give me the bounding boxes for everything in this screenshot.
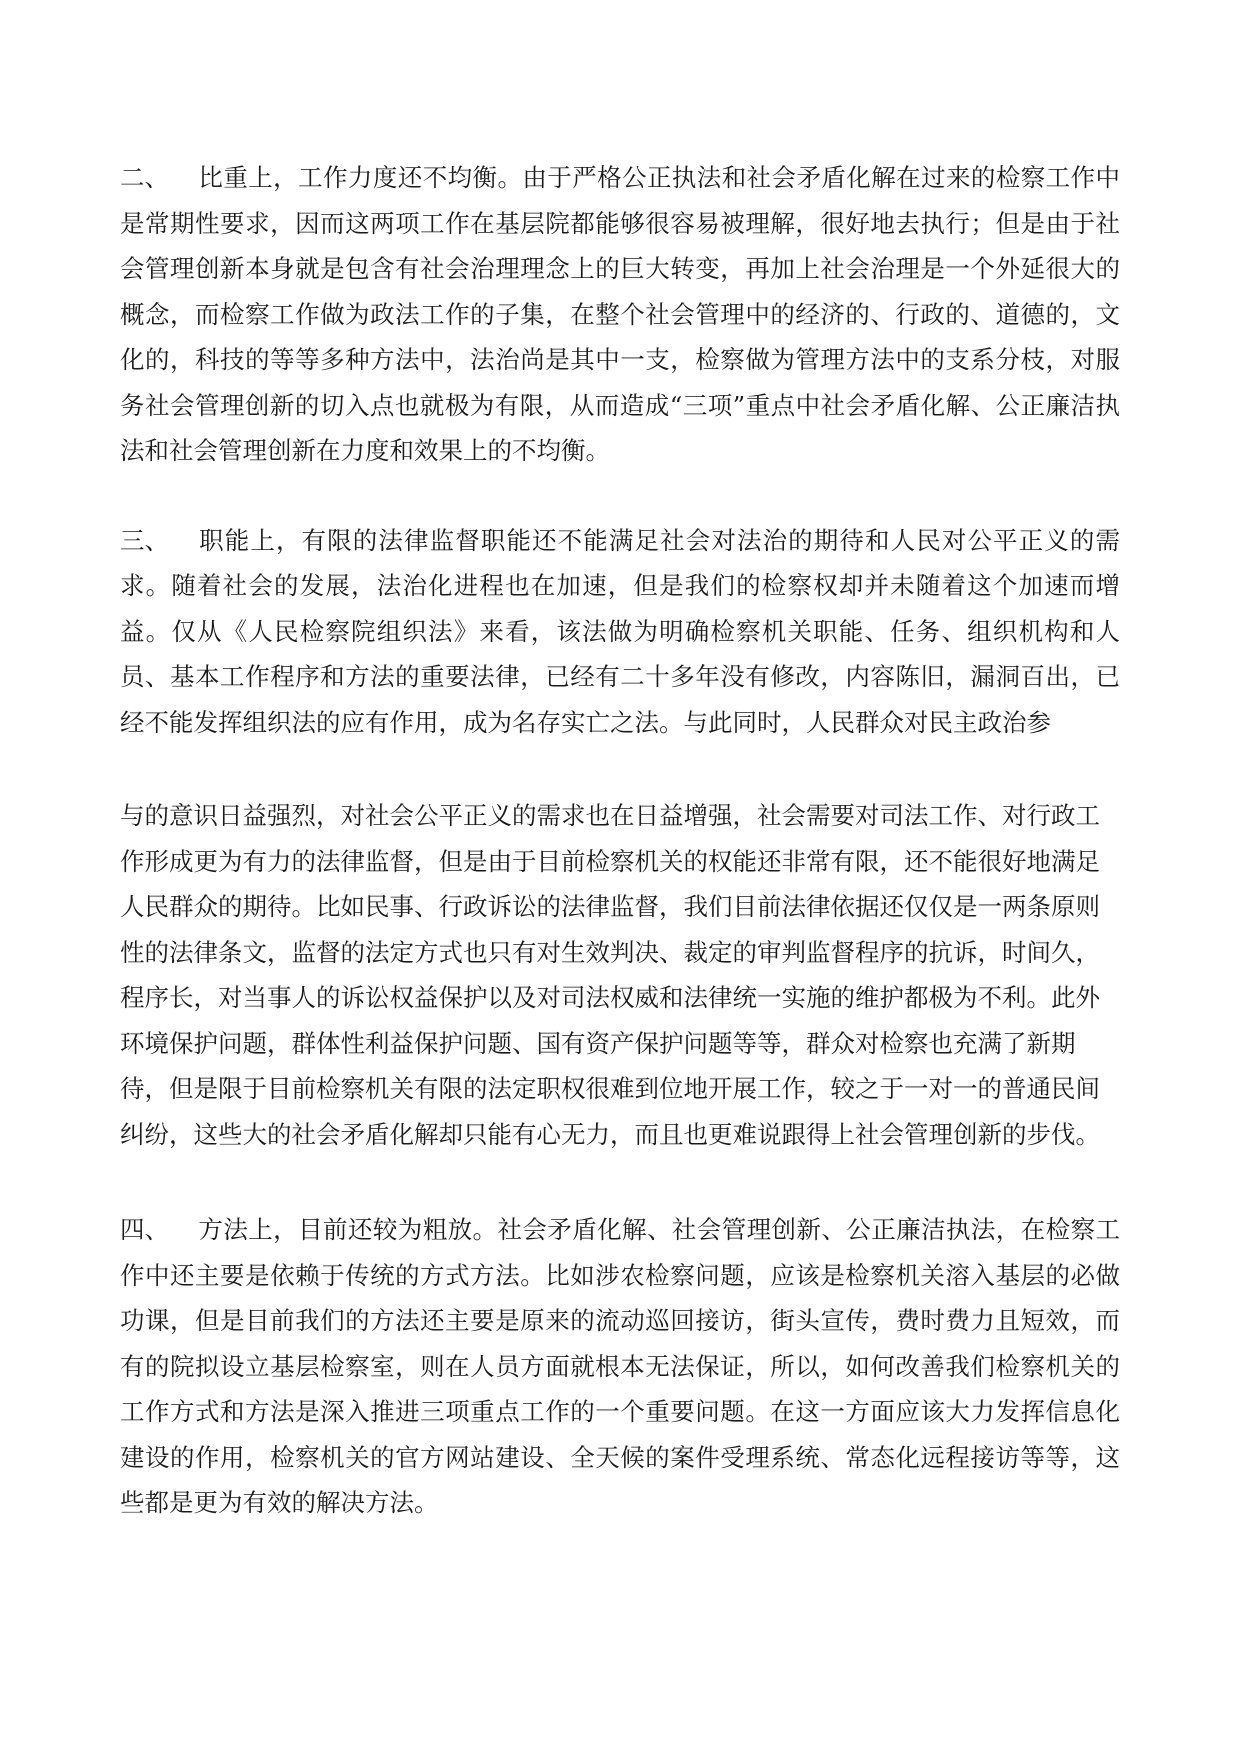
document-body [120, 155, 1120, 1526]
paragraph-text: 职能上，有限的法律监督职能还不能满足社会对法治的期待和人民对公平正义的需求。随着社会的发展，法治化进程也在加速，但是我们的检察权却并未随着这个加速而增益。仅从《人民检察院组织法》来看，该法做为明确检察机关职能、任务、组织机构和人员、基本工作程序和方法的重要法律，已经有二十多年没有修改，内容陈旧，漏洞百出，已经不能发挥组织法的应有作用，成为名存实亡之法。与此同时，人民群众对民主政治参 [120, 525, 1120, 737]
paragraph-4 [120, 1207, 1120, 1526]
paragraph-number: 二、 [120, 163, 169, 192]
paragraph-number: 四、 [120, 1215, 169, 1244]
paragraph-3-continued [120, 793, 1120, 1157]
paragraph-3 [120, 518, 1120, 746]
paragraph-text: 方法上，目前还较为粗放。社会矛盾化解、社会管理创新、公正廉洁执法，在检察工作中还主要是依赖于传统的方式方法。比如涉农检察问题，应该是检察机关溶入基层的必做功课，但是目前我们的方法还主要是原来的流动巡回接访，街头宣传，费时费力且短效，而有的院拟设立基层检察室，则在人员方面就根本无法保证，所以，如何改善我们检察机关的工作方式和方法是深入推进三项重点工作的一个重要问题。在这一方面应该大力发挥信息化建设的作用，检察机关的官方网站建设、全天候的案件受理系统、常态化远程接访等等，这些都是更为有效的解决方法。 [120, 1215, 1120, 1517]
paragraph-2 [120, 155, 1120, 474]
paragraph-text: 比重上，工作力度还不均衡。由于严格公正执法和社会矛盾化解在过来的检察工作中是常期性要求，因而这两项工作在基层院都能够很容易被理解，很好地去执行；但是由于社会管理创新本身就是包含有社会治理理念上的巨大转变，再加上社会治理是一个外延很大的概念，而检察工作做为政法工作的子集，在整个社会管理中的经济的、行政的、道德的，文化的，科技的等等多种方法中，法治尚是其中一支，检察做为管理方法中的支系分枝，对服务社会管理创新的切入点也就极为有限，从而造成“三项”重点中社会矛盾化解、公正廉洁执法和社会管理创新在力度和效果上的不均衡。 [120, 163, 1120, 465]
paragraph-text: 与的意识日益强烈，对社会公平正义的需求也在日益增强，社会需要对司法工作、对行政工作形成更为有力的法律监督，但是由于目前检察机关的权能还非常有限，还不能很好地满足人民群众的期待。比如民事、行政诉讼的法律监督，我们目前法律依据还仅仅是一两条原则性的法律条文，监督的法定方式也只有对生效判决、裁定的审判监督程序的抗诉，时间久，程序长，对当事人的诉讼权益保护以及对司法权威和法律统一实施的维护都极为不利。此外环境保护问题，群体性利益保护问题、国有资产保护问题等等，群众对检察也充满了新期待，但是限于目前检察机关有限的法定职权很难到位地开展工作，较之于一对一的普通民间纠纷，这些大的社会矛盾化解却只能有心无力，而且也更难说跟得上社会管理创新的步伐。 [120, 801, 1100, 1149]
paragraph-number: 三、 [120, 525, 169, 555]
